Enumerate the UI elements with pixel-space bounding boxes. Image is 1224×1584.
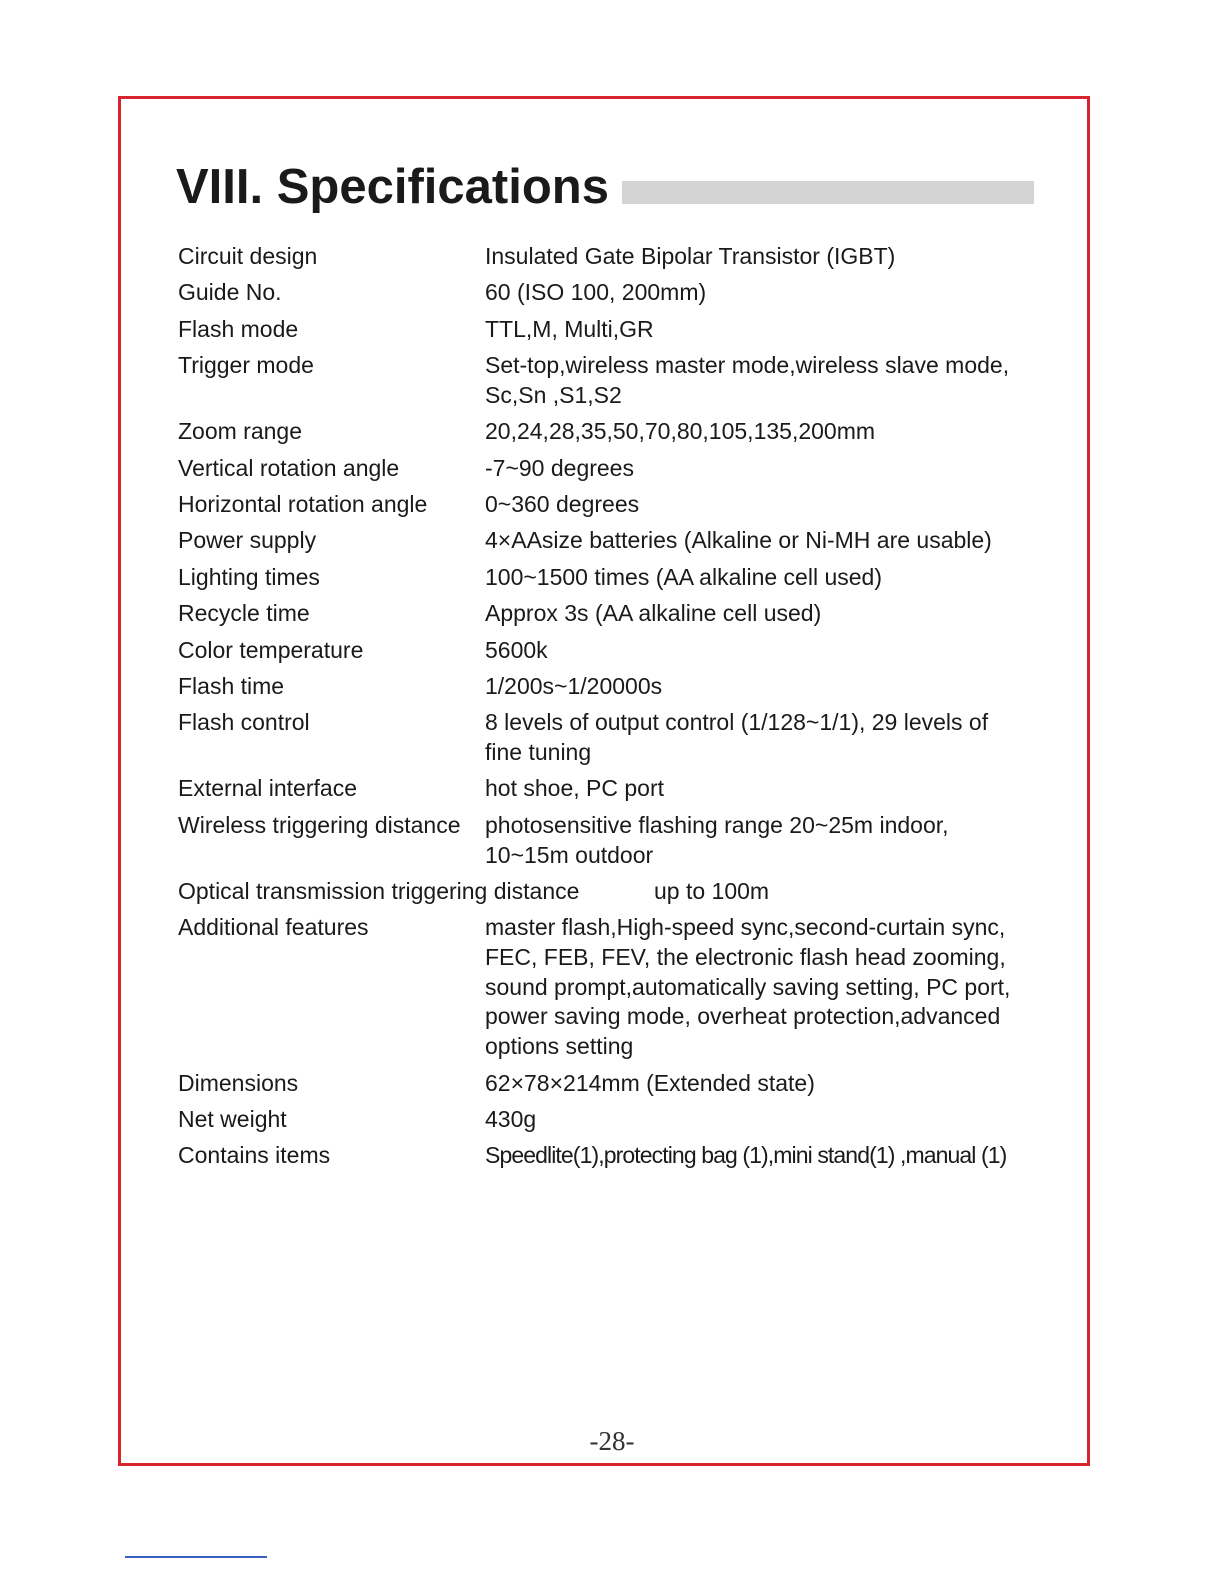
spec-row-circuit-design xyxy=(178,242,1048,272)
spec-value: 430g xyxy=(485,1105,537,1132)
spec-row-dimensions xyxy=(178,1069,1048,1099)
spec-label: Circuit design xyxy=(178,243,318,269)
spec-value: 0~360 degrees xyxy=(485,491,640,518)
spec-label: Lighting times xyxy=(178,563,320,590)
spec-label: Power supply xyxy=(178,527,317,554)
spec-value: Speedlite(1),protecting bag (1),mini stand(1) ,manual (1) xyxy=(485,1142,1007,1169)
spec-value: 1/200s~1/20000s xyxy=(485,673,663,699)
spec-value: 8 levels of output control (1/128~1/1), 29 levels of fine tuning xyxy=(485,709,989,766)
spec-row-zoom-range xyxy=(178,417,1048,447)
spec-row-flash-mode xyxy=(178,315,1048,345)
spec-value: 20,24,28,35,50,70,80,105,135,200mm xyxy=(485,418,876,445)
page-number: -28- xyxy=(589,1426,635,1456)
spec-row-net-weight xyxy=(178,1105,1048,1135)
spec-label: Dimensions xyxy=(178,1069,299,1096)
spec-row-guide-no xyxy=(178,278,1048,308)
spec-value: Insulated Gate Bipolar Transistor (IGBT) xyxy=(485,243,896,269)
spec-row-external-interface xyxy=(178,774,1048,804)
spec-value: 5600k xyxy=(485,636,548,663)
spec-label: Optical transmission triggering distance xyxy=(178,877,580,904)
spec-label: Vertical rotation angle xyxy=(178,454,400,481)
section-header xyxy=(176,156,1036,220)
footnote-separator-line xyxy=(125,1556,267,1558)
spec-value: up to 100m xyxy=(654,877,770,904)
spec-row-color-temperature xyxy=(178,636,1048,666)
spec-value: 62×78×214mm (Extended state) xyxy=(485,1069,815,1096)
spec-row-flash-control xyxy=(178,708,1048,767)
spec-value: TTL,M, Multi,GR xyxy=(485,315,654,342)
spec-label: Horizontal rotation angle xyxy=(178,491,428,518)
spec-value: 4×AAsize batteries (Alkaline or Ni-MH are usable) xyxy=(485,527,992,554)
spec-value: master flash,High-speed sync,second-curtain sync, FEC, FEB, FEV, the electronic flash head zooming, sound prompt,automatically saving setting, PC port, power saving mode, overheat protection,advanced options setting xyxy=(485,914,1011,1060)
spec-label: Flash mode xyxy=(178,315,299,342)
spec-label: Color temperature xyxy=(178,636,364,663)
spec-row-trigger-mode xyxy=(178,351,1048,410)
specifications-table xyxy=(178,242,1048,1178)
spec-label: Trigger mode xyxy=(178,352,314,379)
spec-value: Set-top,wireless master mode,wireless slave mode, Sc,Sn ,S1,S2 xyxy=(485,352,1010,408)
page-title: VIII. Specifications xyxy=(176,160,609,214)
spec-value: Approx 3s (AA alkaline cell used) xyxy=(485,600,822,627)
spec-row-optical-transmission xyxy=(178,877,1048,907)
spec-row-contains-items xyxy=(178,1141,1048,1171)
spec-label: Flash time xyxy=(178,673,285,699)
spec-row-vertical-rotation xyxy=(178,454,1048,484)
spec-value: 60 (ISO 100, 200mm) xyxy=(485,279,707,306)
spec-label: Net weight xyxy=(178,1105,287,1132)
spec-label: Guide No. xyxy=(178,279,282,306)
spec-value: -7~90 degrees xyxy=(485,454,634,481)
spec-row-additional-features xyxy=(178,913,1048,1062)
spec-label: Wireless triggering distance xyxy=(178,811,461,838)
spec-label: Zoom range xyxy=(178,418,303,445)
spec-row-flash-time xyxy=(178,672,1048,702)
spec-value: 100~1500 times (AA alkaline cell used) xyxy=(485,563,882,590)
title-decorative-bar xyxy=(622,181,1034,204)
spec-value: hot shoe, PC port xyxy=(485,775,664,802)
spec-value: photosensitive flashing range 20~25m indoor, 10~15m outdoor xyxy=(485,811,949,868)
spec-label: External interface xyxy=(178,775,357,802)
spec-label: Recycle time xyxy=(178,600,310,627)
spec-row-recycle-time xyxy=(178,599,1048,629)
spec-label: Flash control xyxy=(178,709,310,736)
spec-row-lighting-times xyxy=(178,563,1048,593)
spec-label: Additional features xyxy=(178,914,369,941)
spec-label: Contains items xyxy=(178,1142,331,1169)
spec-row-wireless-triggering xyxy=(178,811,1048,870)
spec-row-horizontal-rotation xyxy=(178,490,1048,520)
spec-row-power-supply xyxy=(178,526,1048,556)
